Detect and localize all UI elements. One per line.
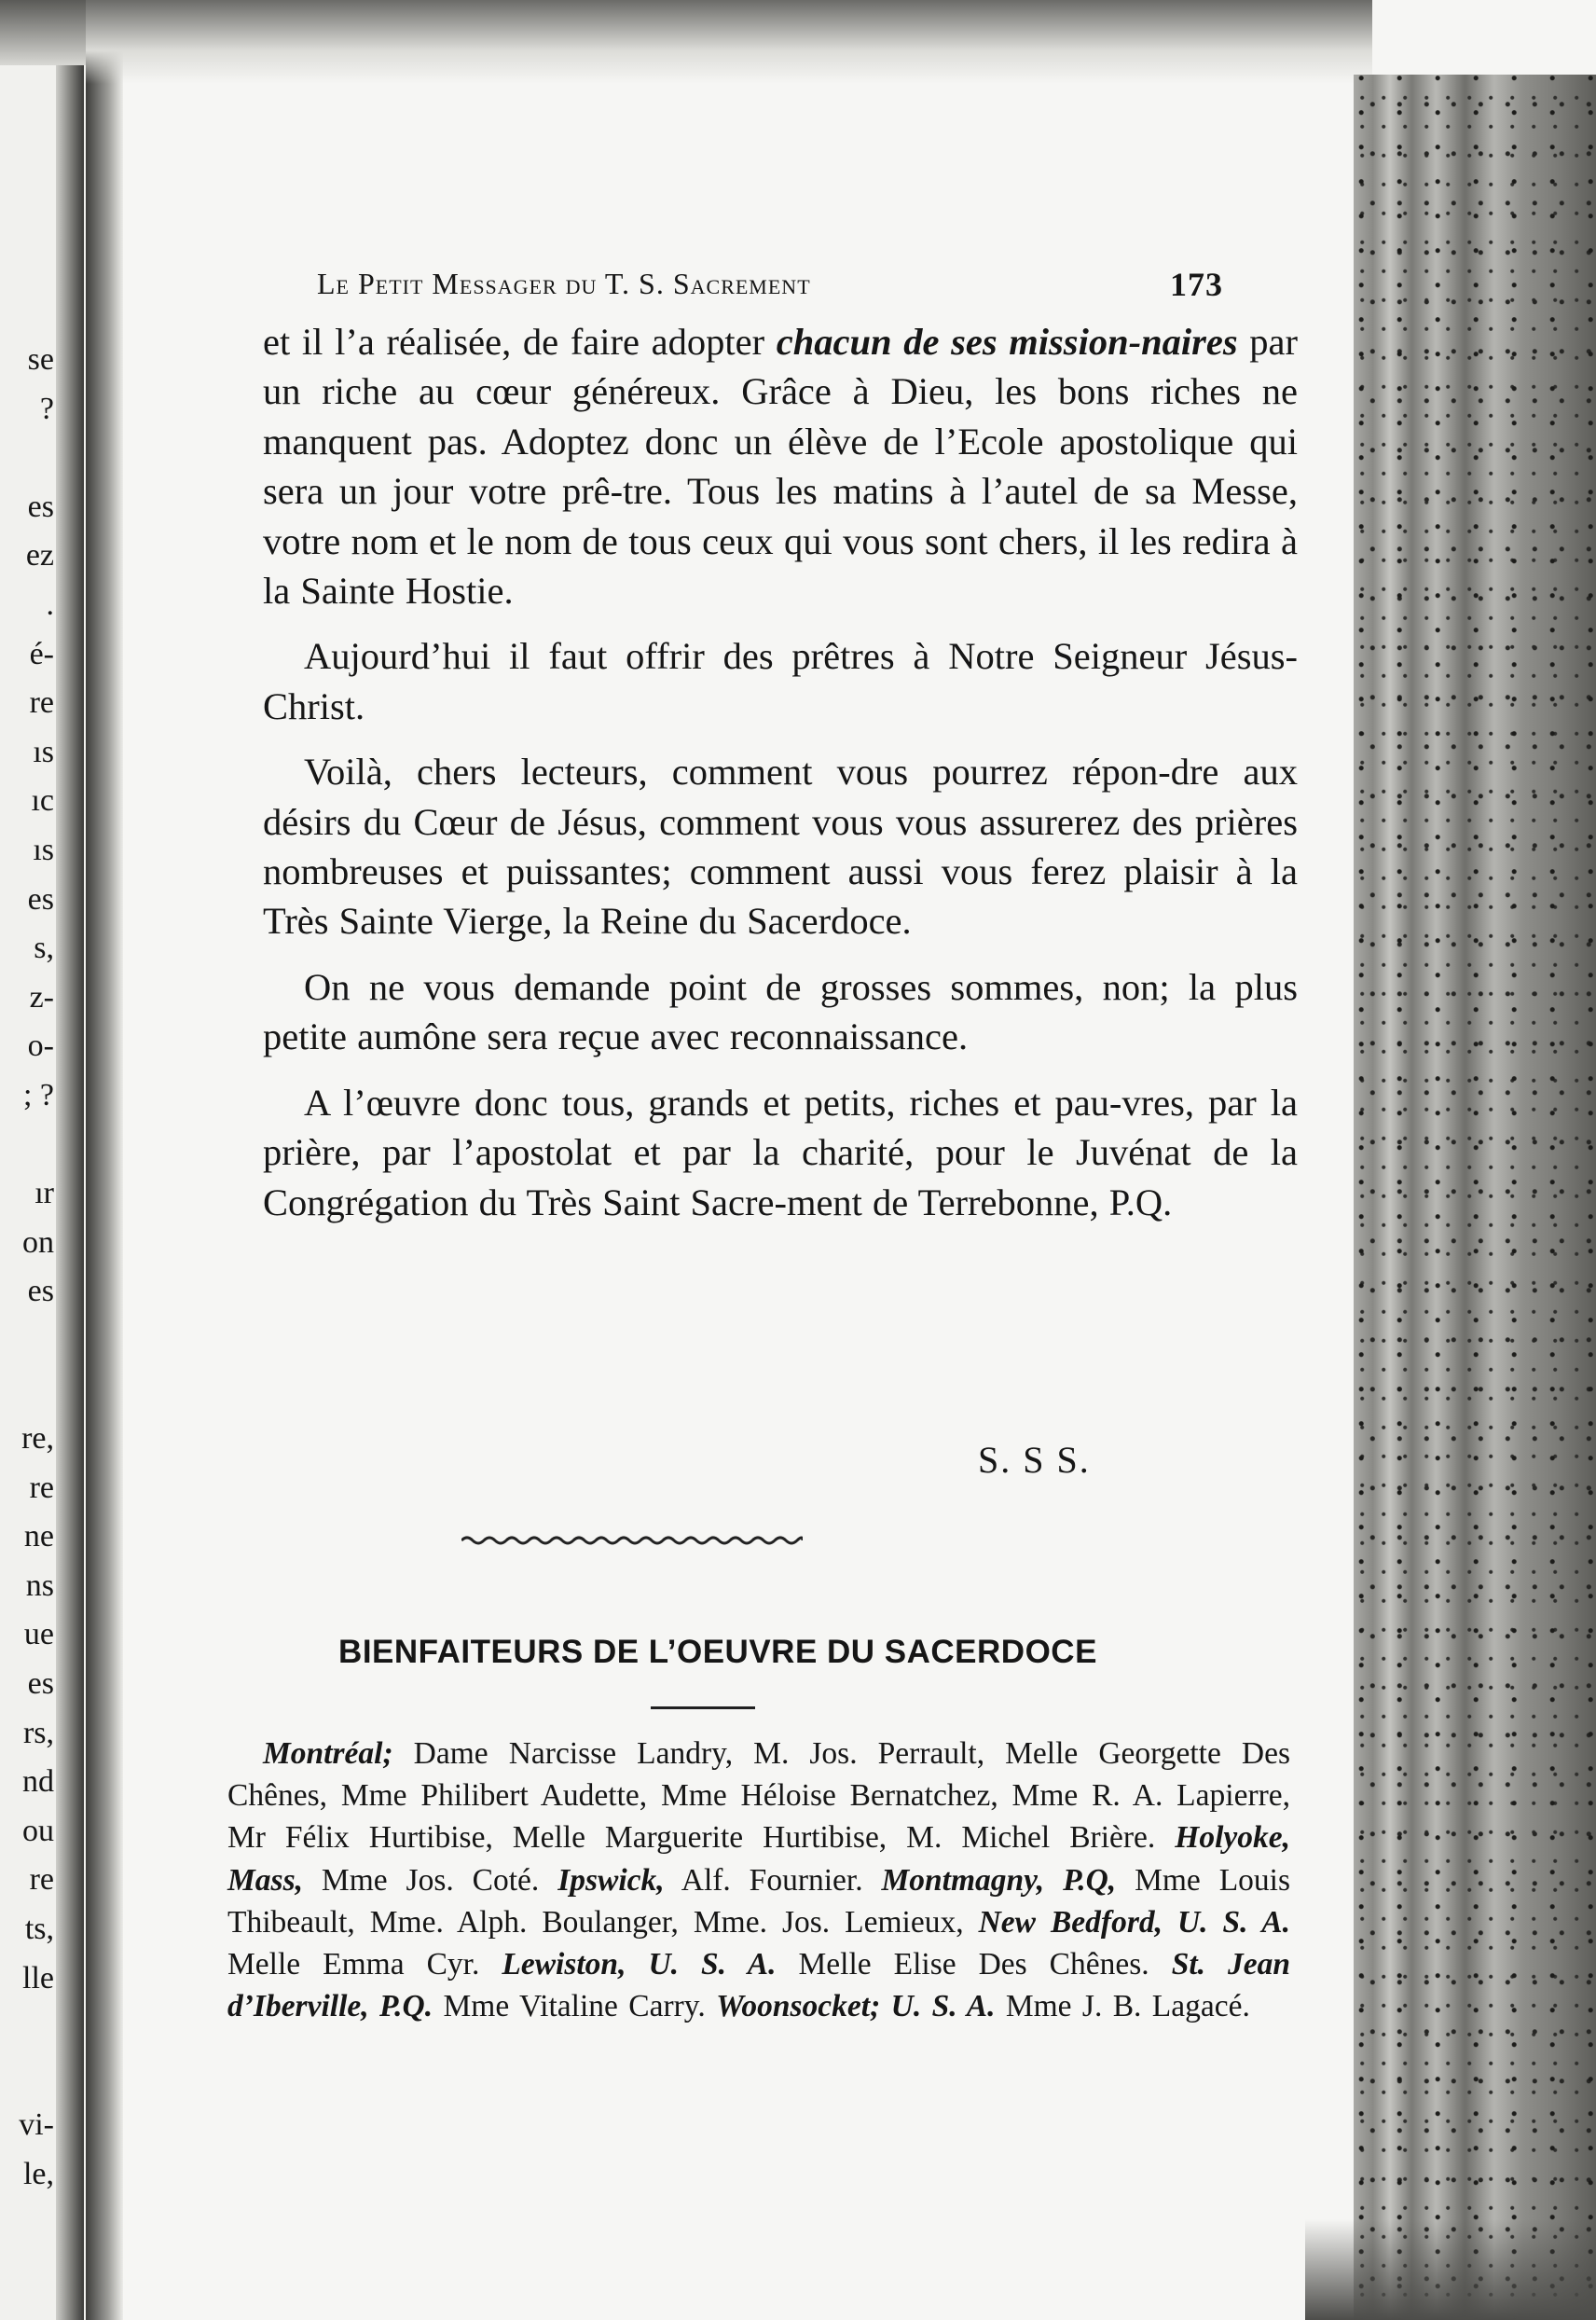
left-page-fragment: vi- (19, 2107, 54, 2143)
left-page-fragment: ts, (24, 1912, 54, 1946)
left-page-fragment: ıs (33, 832, 54, 867)
left-page-fragment: re, (21, 1421, 54, 1457)
left-page-fragment: es (27, 1666, 54, 1702)
left-page-fragment: nd (22, 1764, 54, 1800)
left-page-fragment: ıc (31, 783, 54, 819)
signature: S. S S. (978, 1439, 1091, 1481)
paragraph-4: On ne vous demande point de grosses sommes, non; la plus petite aumône sera reçue avec reconnaissance. (263, 965, 1298, 1058)
left-page-text-fragments (0, 336, 54, 2200)
left-page-fragment: é- (29, 636, 54, 671)
place-montreal: Montréal; (263, 1736, 393, 1771)
paragraph-1-emphasis: chacun de ses mission-naires (776, 321, 1238, 363)
paragraph-1-start: et il l’a réalisée, de faire adopter (263, 321, 777, 363)
left-page-fragment: ; ? (22, 1077, 54, 1112)
left-page-fragment: o- (27, 1029, 54, 1064)
left-page-fragment: z- (29, 979, 54, 1015)
left-page-fragment (0, 1365, 54, 1415)
place-montmagny: Montmagny, P.Q, (881, 1862, 1117, 1898)
donor-paragraph (227, 1733, 1290, 2027)
page-number: 173 (1170, 266, 1223, 303)
place-lewiston: Lewiston, U. S. A. (502, 1947, 777, 1982)
running-head: Le Petit Messager du T. S. Sacrement (317, 267, 811, 300)
paragraph-1 (263, 317, 1298, 615)
left-page-fragment: ou (22, 1813, 54, 1848)
donors-montmagny: Mme Louis Thibeault, Mme. Alph. Boulanger, Mme. Jos. Lemieux, (227, 1862, 1291, 1940)
book-page (123, 84, 1354, 2320)
place-new-bedford: New Bedford, U. S. A. (978, 1904, 1290, 1940)
article-body (263, 317, 1298, 1243)
left-page-fragment: es (27, 489, 54, 524)
donors-ipswick: Alf. Fournier. (664, 1862, 882, 1898)
left-page-fragment: se (27, 342, 54, 377)
donor-list (227, 1733, 1290, 2027)
left-page-fragment: ? (39, 391, 54, 426)
top-page-shadow (86, 0, 1372, 84)
left-page-fragment: ue (23, 1617, 54, 1652)
left-page-fragment (0, 2052, 54, 2102)
left-page-fragment: le, (22, 2156, 54, 2191)
donors-holyoke: Mme Jos. Coté. (303, 1862, 558, 1898)
section-title: BIENFAITEURS DE L’OEUVRE DU SACERDOCE (338, 1634, 1097, 1670)
donors-new-bedford: Melle Emma Cyr. (227, 1947, 502, 1982)
left-page-fragment: ır (34, 1176, 54, 1211)
left-page-fragment: s, (34, 931, 54, 966)
left-page-fragment: ıs (33, 734, 54, 769)
book-gutter (86, 0, 123, 2320)
left-page-shadow (56, 0, 84, 2320)
place-holyoke: Holyoke, Mass, (227, 1820, 1290, 1898)
wave-divider-ornament (461, 1531, 803, 1550)
title-underline-rule (651, 1706, 755, 1709)
book-page-edge (1354, 75, 1596, 2320)
paragraph-2: Aujourd’hui il faut offrir des prêtres à Notre Seigneur Jésus-Christ. (263, 635, 1298, 727)
left-page-fragment (0, 2003, 54, 2052)
donors-st-jean: Mme Vitaline Carry. (433, 1989, 717, 2024)
left-page-fragment: on (22, 1224, 54, 1260)
left-page-fragment: es (27, 881, 54, 917)
left-page-fragment: re (29, 1862, 54, 1898)
top-left-shadow (0, 0, 86, 65)
left-page-fragment: ez (25, 538, 54, 573)
left-page-fragment: lle (22, 1960, 54, 1995)
left-page-fragment (0, 434, 54, 483)
paragraph-3: Voilà, chers lecteurs, comment vous pourrez répon-dre aux désirs du Cœur de Jésus, comment vous vous assurerez des prières nombreuses et puissantes; comment aussi vous ferez plaisir à la Très Sainte Vierge, la Reine du Sacerdoce. (263, 751, 1298, 943)
left-page-fragment: . (46, 587, 54, 622)
place-woonsocket: Woonsocket; U. S. A. (716, 1989, 996, 2024)
donors-woonsocket: Mme J. B. Lagacé. (995, 1989, 1250, 2024)
left-page-fragment (0, 1121, 54, 1170)
donors-lewiston: Melle Elise Des Chênes. (776, 1947, 1172, 1982)
paragraph-1-end: par un riche au cœur généreux. Grâce à Dieu, les bons riches ne manquent pas. Adoptez donc un élève de l’Ecole apostolique qui sera un jour votre prê-tre. Tous les matins à l’autel de sa Messe, votre nom et le nom de tous ceux qui vous sont chers, il les redira à la Sainte Hostie. (263, 321, 1298, 613)
left-page-fragment: re (29, 1470, 54, 1505)
left-page-fragment: es (27, 1274, 54, 1309)
left-page-fragment (0, 1317, 54, 1366)
left-page-fragment: re (29, 685, 54, 721)
place-st-jean: St. Jean d’Iberville, P.Q. (227, 1947, 1290, 2024)
paragraph-5: A l’œuvre donc tous, grands et petits, riches et pau-vres, par la prière, par l’apostolat et par la charité, pour le Juvénat de la Congrégation du Très Saint Sacre-ment de Terrebonne, P.Q. (263, 1081, 1298, 1223)
place-ipswick: Ipswick, (557, 1862, 665, 1898)
left-page-fragment: ne (23, 1519, 54, 1554)
donors-montreal: Dame Narcisse Landry, M. Jos. Perrault, Melle Georgette Des Chênes, Mme Philibert Audette, Mme Héloise Bernatchez, Mme R. A. Lapierre, Mr Félix Hurtibise, Melle Marguerite Hurtibise, M. Michel Brière. (227, 1736, 1290, 1856)
left-page-fragment: rs, (22, 1715, 54, 1750)
left-page-fragment: ns (25, 1567, 54, 1603)
